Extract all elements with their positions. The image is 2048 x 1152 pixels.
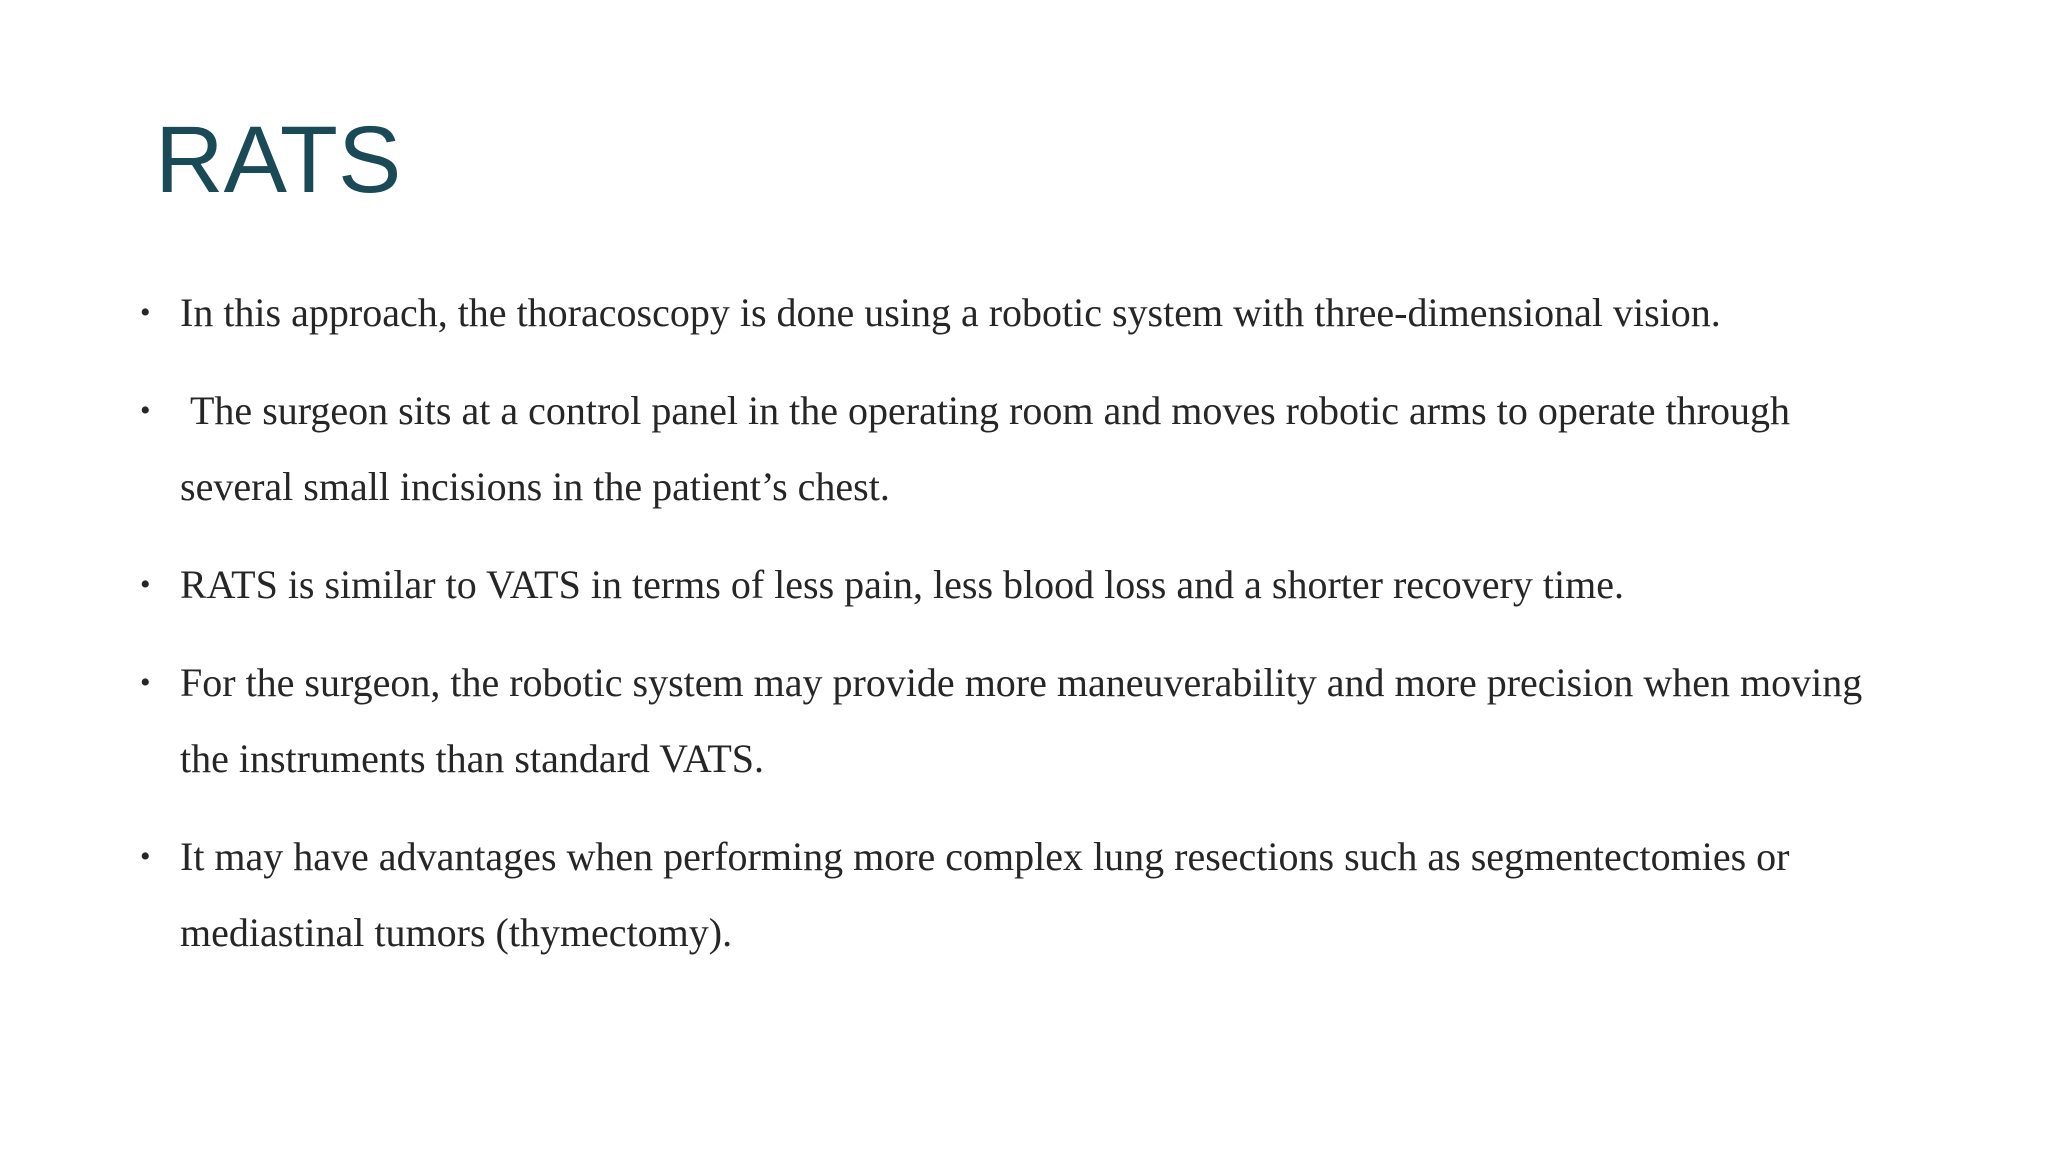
- bullet-item-5: [140, 819, 1880, 971]
- slide-title: RATS: [155, 107, 402, 213]
- bullet-text: RATS is similar to VATS in terms of less pain, less blood loss and a shorter recovery time.: [180, 562, 1624, 607]
- bullet-text: In this approach, the thoracoscopy is done using a robotic system with three-dimensional vision.: [180, 290, 1721, 335]
- bullet-icon: •: [140, 568, 151, 601]
- bullet-item-2: [140, 373, 1880, 525]
- bullet-icon: •: [140, 394, 151, 427]
- bullet-icon: •: [140, 296, 151, 329]
- bullet-icon: •: [140, 840, 151, 873]
- bullet-icon: •: [140, 666, 151, 699]
- bullet-item-3: [140, 547, 1880, 623]
- bullet-text: For the surgeon, the robotic system may provide more maneuverability and more precision when moving the instruments than standard VATS.: [180, 660, 1863, 781]
- bullet-list: [140, 275, 1880, 993]
- bullet-item-1: [140, 275, 1880, 351]
- bullet-item-4: [140, 645, 1880, 797]
- bullet-text: It may have advantages when performing more complex lung resections such as segmentectomies or mediastinal tumors (thymectomy).: [180, 834, 1790, 955]
- bullet-text: The surgeon sits at a control panel in the operating room and moves robotic arms to operate through several small incisions in the patient’s chest.: [180, 388, 1790, 509]
